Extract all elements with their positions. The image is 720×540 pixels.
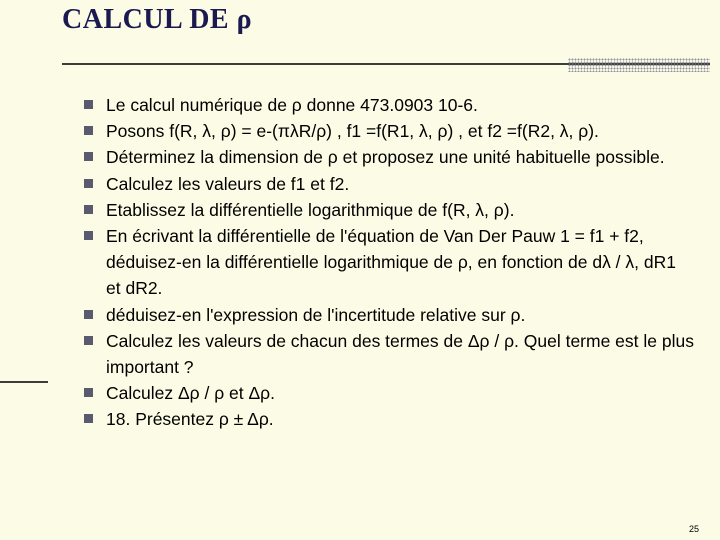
page-number: 25 — [689, 524, 700, 534]
bullet-item — [84, 406, 694, 432]
bullet-item — [84, 380, 694, 406]
square-bullet-icon — [84, 231, 93, 240]
square-bullet-icon — [84, 126, 93, 135]
bullet-item — [84, 328, 694, 380]
square-bullet-icon — [84, 152, 93, 161]
square-bullet-icon — [84, 205, 93, 214]
bullet-item — [84, 223, 694, 302]
square-bullet-icon — [84, 336, 93, 345]
bullet-item — [84, 118, 694, 144]
square-bullet-icon — [84, 414, 93, 423]
slide-title: CALCUL DE ρ — [62, 4, 253, 35]
left-divider-line — [0, 381, 48, 383]
square-bullet-icon — [84, 388, 93, 397]
dotted-pattern-decoration — [568, 58, 710, 72]
bullet-text: Le calcul numérique de ρ donne 473.0903 10-6. — [106, 95, 478, 115]
bullet-item — [84, 92, 694, 118]
bullet-list — [84, 92, 694, 433]
bullet-text: En écrivant la différentielle de l'équation de Van Der Pauw 1 = f1 + f2, déduisez-en la différentielle logarithmique de ρ, en fonction de dλ / λ, dR1 et dR2. — [106, 226, 676, 299]
bullet-text: déduisez-en l'expression de l'incertitude relative sur ρ. — [106, 304, 526, 325]
bullet-text: Calculez les valeurs de f1 et f2. — [106, 173, 350, 194]
bullet-text: Etablissez la différentielle logarithmique de f(R, λ, ρ). — [106, 199, 515, 220]
bullet-item — [84, 302, 694, 328]
bullet-item — [84, 171, 694, 197]
square-bullet-icon — [84, 179, 93, 188]
square-bullet-icon — [84, 310, 93, 319]
bullet-text: Déterminez la dimension de ρ et proposez une unité habituelle possible. — [106, 147, 665, 168]
bullet-text: Calculez les valeurs de chacun des termes de Δρ / ρ. Quel terme est le plus important ? — [106, 330, 694, 378]
square-bullet-icon — [84, 100, 93, 109]
bullet-item — [84, 197, 694, 223]
bullet-item — [84, 144, 694, 170]
bullet-text: Calculez Δρ / ρ et Δρ. — [106, 383, 275, 404]
bullet-text: Posons f(R, λ, ρ) = e-(πλR/ρ) , f1 =f(R1, λ, ρ) , et f2 =f(R2, λ, ρ). — [106, 121, 599, 142]
bullet-text: 18. Présentez ρ ± Δρ. — [106, 409, 274, 430]
